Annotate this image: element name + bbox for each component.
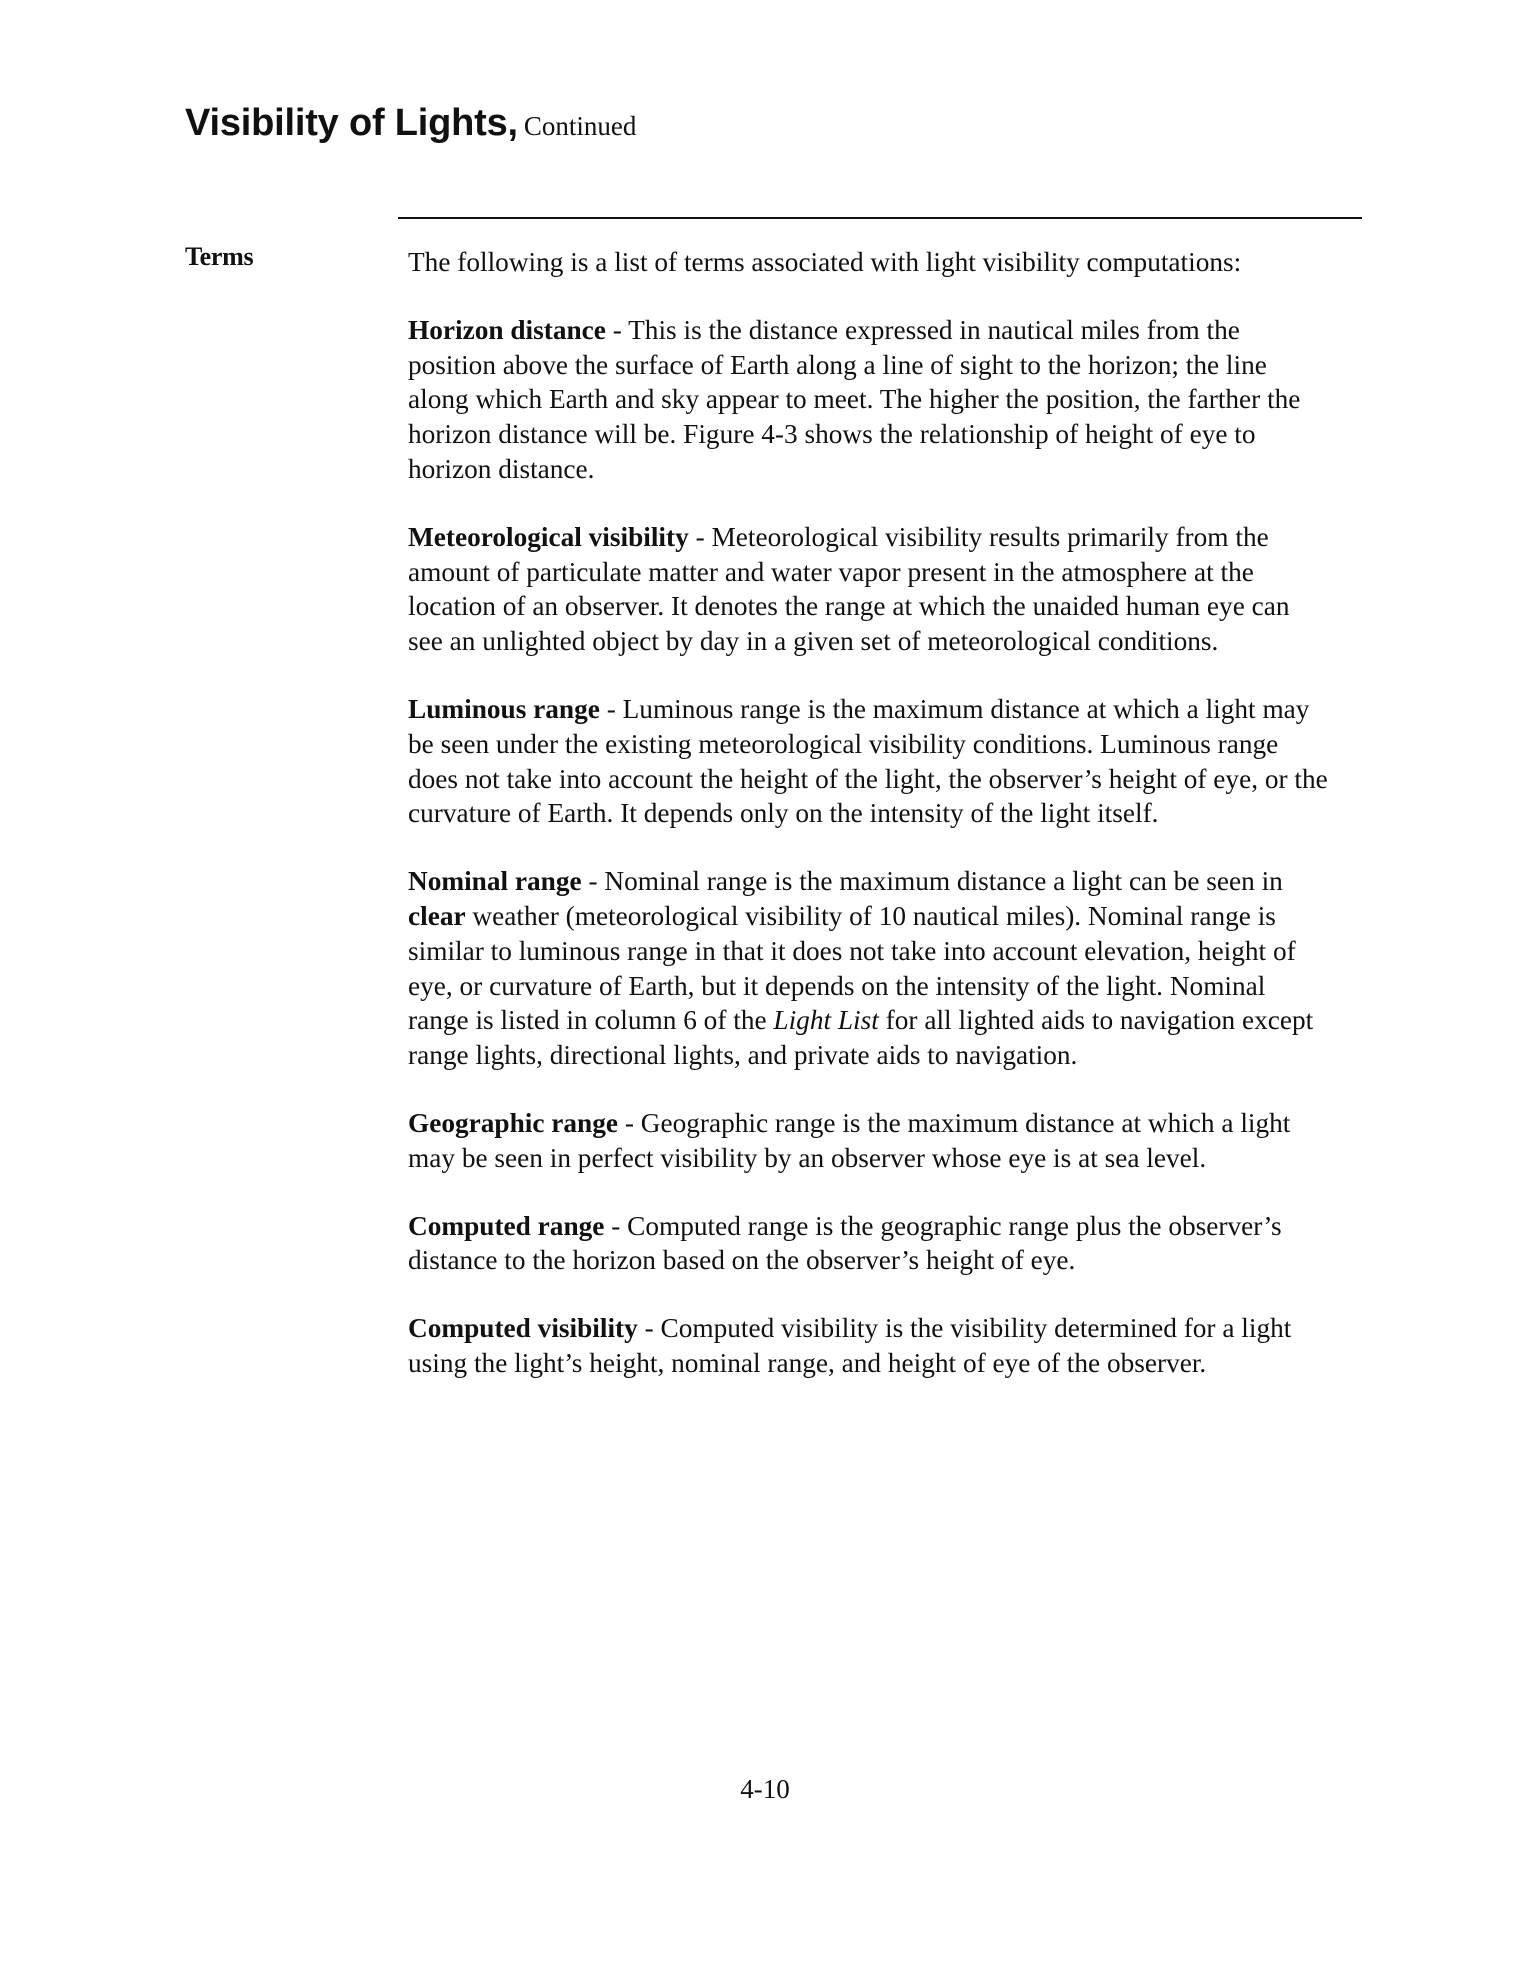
term-definition: for all lighted aids to navigation except range lights, directional lights, and private aids to navigation. [408, 1005, 1314, 1071]
page-title-continued: Continued [523, 111, 637, 141]
term-definition: - Luminous range is the maximum distance at which a light may be seen under the existing meteorological visibility conditions. Luminous range does not take into account the height of the light, the observer’s height of eye, or the curvature of Earth. It depends only on the intensity of the light itself. [408, 693, 1328, 829]
emphasis-clear: clear [408, 900, 466, 931]
section-divider [398, 217, 1362, 219]
page-title-main: Visibility of Lights, [185, 102, 518, 144]
term-name: Geographic range [408, 1107, 619, 1138]
term-computed-visibility [408, 1311, 1328, 1381]
term-definition: - Nominal range is the maximum distance a light can be seen in [581, 866, 1283, 897]
term-computed-range [408, 1209, 1328, 1279]
term-name: Nominal range [408, 866, 582, 897]
term-horizon-distance [408, 313, 1328, 487]
term-name: Meteorological visibility [408, 521, 689, 552]
section-label: Terms [185, 242, 254, 271]
terms-content [408, 245, 1328, 1414]
page-title [185, 104, 636, 142]
term-meteorological-visibility [408, 520, 1328, 659]
publication-title: Light List [773, 1005, 879, 1036]
page-number: 4-10 [740, 1774, 790, 1804]
term-definition: - This is the distance expressed in nautical miles from the position above the surface of Earth along a line of sight to the horizon; the line along which Earth and sky appear to meet. The higher the position, the farther the horizon distance will be. Figure 4-3 shows the relationship of height of eye to horizon distance. [408, 314, 1301, 484]
term-name: Luminous range [408, 693, 600, 724]
term-definition: - Meteorological visibility results primarily from the amount of particulate matter and water vapor present in the atmosphere at the location of an observer. It denotes the range at which the unaided human eye can see an unlighted object by day in a given set of meteorological conditions. [408, 521, 1290, 657]
term-definition: - Computed range is the geographic range plus the observer’s distance to the horizon based on the observer’s height of eye. [408, 1210, 1282, 1276]
term-name: Computed range [408, 1210, 605, 1241]
term-definition: - Geographic range is the maximum distance at which a light may be seen in perfect visibility by an observer whose eye is at sea level. [408, 1107, 1291, 1173]
term-luminous-range [408, 692, 1328, 831]
term-definition: - Computed visibility is the visibility determined for a light using the light’s height, nominal range, and height of eye of the observer. [408, 1313, 1292, 1378]
term-geographic-range [408, 1106, 1328, 1176]
intro-paragraph: The following is a list of terms associated with light visibility computations: [408, 247, 1242, 277]
term-name: Computed visibility [408, 1313, 638, 1344]
term-definition: weather (meteorological visibility of 10 nautical miles). Nominal range is similar to luminous range in that it does not take into account elevation, height of eye, or curvature of Earth, but it depends on the intensity of the light. Nominal range is listed in column 6 of the [408, 900, 1296, 1036]
term-name: Horizon distance [408, 314, 606, 345]
term-nominal-range [408, 864, 1328, 1073]
